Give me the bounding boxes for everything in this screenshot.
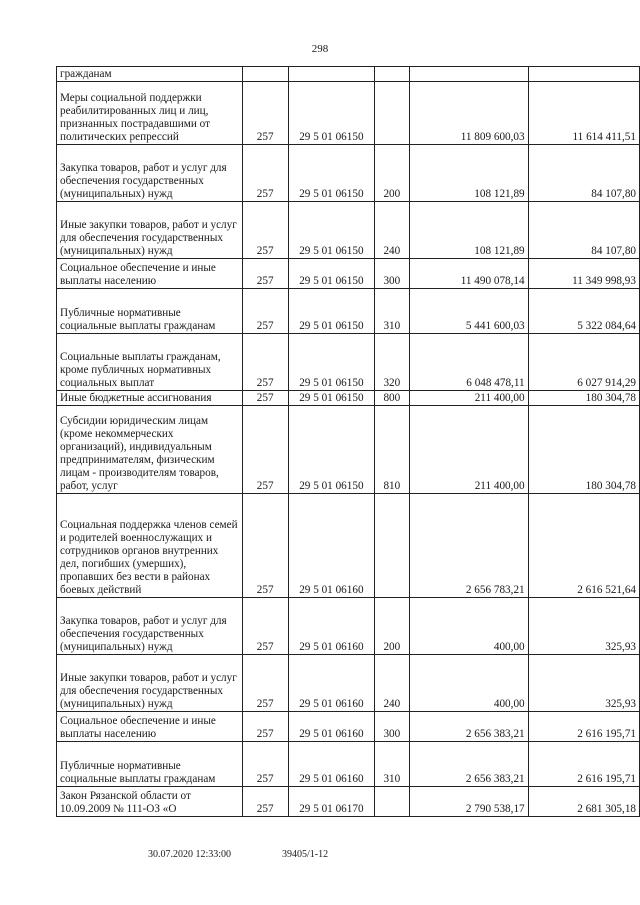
row-csr-cell: 29 5 01 06150	[288, 259, 374, 289]
row-sum-executed-cell: 2 616 195,71	[528, 712, 639, 742]
row-name-cell: Субсидии юридическим лицам (кроме некоммерческих организаций), индивидуальным предпринимателям, физическим лицам - производителям товаров, работ, услуг	[57, 406, 243, 494]
row-name-cell: Закупка товаров, работ и услуг для обеспечения государственных (муниципальных) нужд	[57, 145, 243, 202]
row-csr-cell: 29 5 01 06150	[288, 334, 374, 391]
row-name-cell: Публичные нормативные социальные выплаты гражданам	[57, 742, 243, 787]
row-vr-cell: 200	[375, 145, 410, 202]
row-csr-cell: 29 5 01 06160	[288, 598, 374, 655]
row-ved-cell: 257	[242, 406, 288, 494]
row-ved-cell: 257	[242, 202, 288, 259]
table-row	[57, 742, 640, 787]
row-name-cell: Закупка товаров, работ и услуг для обеспечения государственных (муниципальных) нужд	[57, 598, 243, 655]
row-sum-executed-cell: 84 107,80	[528, 202, 639, 259]
row-vr-cell	[375, 494, 410, 598]
row-ved-cell: 257	[242, 334, 288, 391]
table-row	[57, 787, 640, 817]
row-sum-executed-cell: 11 614 411,51	[528, 82, 639, 145]
row-vr-cell	[375, 67, 410, 82]
table-row	[57, 655, 640, 712]
row-ved-cell: 257	[242, 598, 288, 655]
row-vr-cell	[375, 82, 410, 145]
row-ved-cell: 257	[242, 742, 288, 787]
row-sum-executed-cell: 325,93	[528, 598, 639, 655]
row-csr-cell: 29 5 01 06170	[288, 787, 374, 817]
row-sum-executed-cell: 6 027 914,29	[528, 334, 639, 391]
table-row	[57, 494, 640, 598]
row-vr-cell: 320	[375, 334, 410, 391]
row-name-cell: Социальное обеспечение и иные выплаты населению	[57, 259, 243, 289]
row-sum-planned-cell: 5 441 600,03	[409, 289, 528, 334]
row-sum-planned-cell: 2 656 383,21	[409, 742, 528, 787]
table-row	[57, 406, 640, 494]
row-sum-planned-cell: 2 790 538,17	[409, 787, 528, 817]
row-vr-cell: 240	[375, 202, 410, 259]
row-ved-cell: 257	[242, 259, 288, 289]
row-sum-planned-cell: 2 656 783,21	[409, 494, 528, 598]
row-csr-cell: 29 5 01 06160	[288, 712, 374, 742]
row-sum-planned-cell: 6 048 478,11	[409, 334, 528, 391]
row-csr-cell: 29 5 01 06150	[288, 145, 374, 202]
row-sum-planned-cell: 11 490 078,14	[409, 259, 528, 289]
row-sum-planned-cell: 211 400,00	[409, 406, 528, 494]
row-vr-cell	[375, 787, 410, 817]
row-csr-cell: 29 5 01 06150	[288, 202, 374, 259]
row-sum-planned-cell: 400,00	[409, 598, 528, 655]
row-ved-cell: 257	[242, 391, 288, 406]
row-ved-cell: 257	[242, 289, 288, 334]
row-csr-cell: 29 5 01 06160	[288, 655, 374, 712]
row-name-cell: Меры социальной поддержки реабилитированных лиц и лиц, признанных пострадавшими от политических репрессий	[57, 82, 243, 145]
row-vr-cell: 810	[375, 406, 410, 494]
row-csr-cell: 29 5 01 06150	[288, 289, 374, 334]
row-name-cell: Социальная поддержка членов семей и родителей военнослужащих и сотрудников органов внутренних дел, погибших (умерших), пропавших без вести в районах боевых действий	[57, 494, 243, 598]
row-sum-executed-cell: 84 107,80	[528, 145, 639, 202]
table-row	[57, 82, 640, 145]
row-csr-cell: 29 5 01 06150	[288, 406, 374, 494]
table-row	[57, 598, 640, 655]
row-vr-cell: 310	[375, 742, 410, 787]
row-csr-cell: 29 5 01 06150	[288, 82, 374, 145]
budget-table	[56, 66, 640, 817]
row-sum-planned-cell: 400,00	[409, 655, 528, 712]
table-row	[57, 334, 640, 391]
row-sum-executed-cell: 2 616 521,64	[528, 494, 639, 598]
table-row	[57, 391, 640, 406]
footer-datetime: 30.07.2020 12:33:00	[148, 849, 232, 860]
row-csr-cell: 29 5 01 06160	[288, 494, 374, 598]
row-sum-planned-cell	[409, 67, 528, 82]
row-ved-cell: 257	[242, 494, 288, 598]
page-number: 298	[311, 43, 329, 55]
row-ved-cell: 257	[242, 787, 288, 817]
budget-table-body	[57, 67, 640, 817]
row-name-cell: гражданам	[57, 67, 243, 82]
row-vr-cell: 300	[375, 712, 410, 742]
row-sum-planned-cell: 11 809 600,03	[409, 82, 528, 145]
table-row	[57, 145, 640, 202]
row-name-cell: Публичные нормативные социальные выплаты гражданам	[57, 289, 243, 334]
row-sum-executed-cell: 180 304,78	[528, 391, 639, 406]
row-csr-cell: 29 5 01 06150	[288, 391, 374, 406]
row-name-cell: Социальное обеспечение и иные выплаты населению	[57, 712, 243, 742]
row-sum-executed-cell: 5 322 084,64	[528, 289, 639, 334]
row-sum-executed-cell: 11 349 998,93	[528, 259, 639, 289]
row-name-cell: Социальные выплаты гражданам, кроме публичных нормативных социальных выплат	[57, 334, 243, 391]
row-sum-executed-cell: 2 681 305,18	[528, 787, 639, 817]
row-csr-cell: 29 5 01 06160	[288, 742, 374, 787]
row-vr-cell: 200	[375, 598, 410, 655]
row-name-cell: Иные бюджетные ассигнования	[57, 391, 243, 406]
row-vr-cell: 240	[375, 655, 410, 712]
row-csr-cell	[288, 67, 374, 82]
row-sum-executed-cell	[528, 67, 639, 82]
row-ved-cell: 257	[242, 145, 288, 202]
row-sum-planned-cell: 108 121,89	[409, 145, 528, 202]
row-sum-planned-cell: 108 121,89	[409, 202, 528, 259]
row-sum-executed-cell: 325,93	[528, 655, 639, 712]
table-row	[57, 259, 640, 289]
table-row	[57, 289, 640, 334]
row-vr-cell: 300	[375, 259, 410, 289]
footer-document-code: 39405/1-12	[282, 849, 329, 860]
row-ved-cell: 257	[242, 655, 288, 712]
table-row	[57, 67, 640, 82]
row-vr-cell: 310	[375, 289, 410, 334]
row-sum-executed-cell: 2 616 195,71	[528, 742, 639, 787]
row-ved-cell: 257	[242, 712, 288, 742]
table-row	[57, 202, 640, 259]
row-vr-cell: 800	[375, 391, 410, 406]
row-sum-planned-cell: 2 656 383,21	[409, 712, 528, 742]
row-ved-cell	[242, 67, 288, 82]
row-name-cell: Закон Рязанской области от 10.09.2009 № 111-ОЗ «О	[57, 787, 243, 817]
row-sum-executed-cell: 180 304,78	[528, 406, 639, 494]
table-row	[57, 712, 640, 742]
row-ved-cell: 257	[242, 82, 288, 145]
row-name-cell: Иные закупки товаров, работ и услуг для обеспечения государственных (муниципальных) нужд	[57, 202, 243, 259]
row-sum-planned-cell: 211 400,00	[409, 391, 528, 406]
row-name-cell: Иные закупки товаров, работ и услуг для обеспечения государственных (муниципальных) нужд	[57, 655, 243, 712]
